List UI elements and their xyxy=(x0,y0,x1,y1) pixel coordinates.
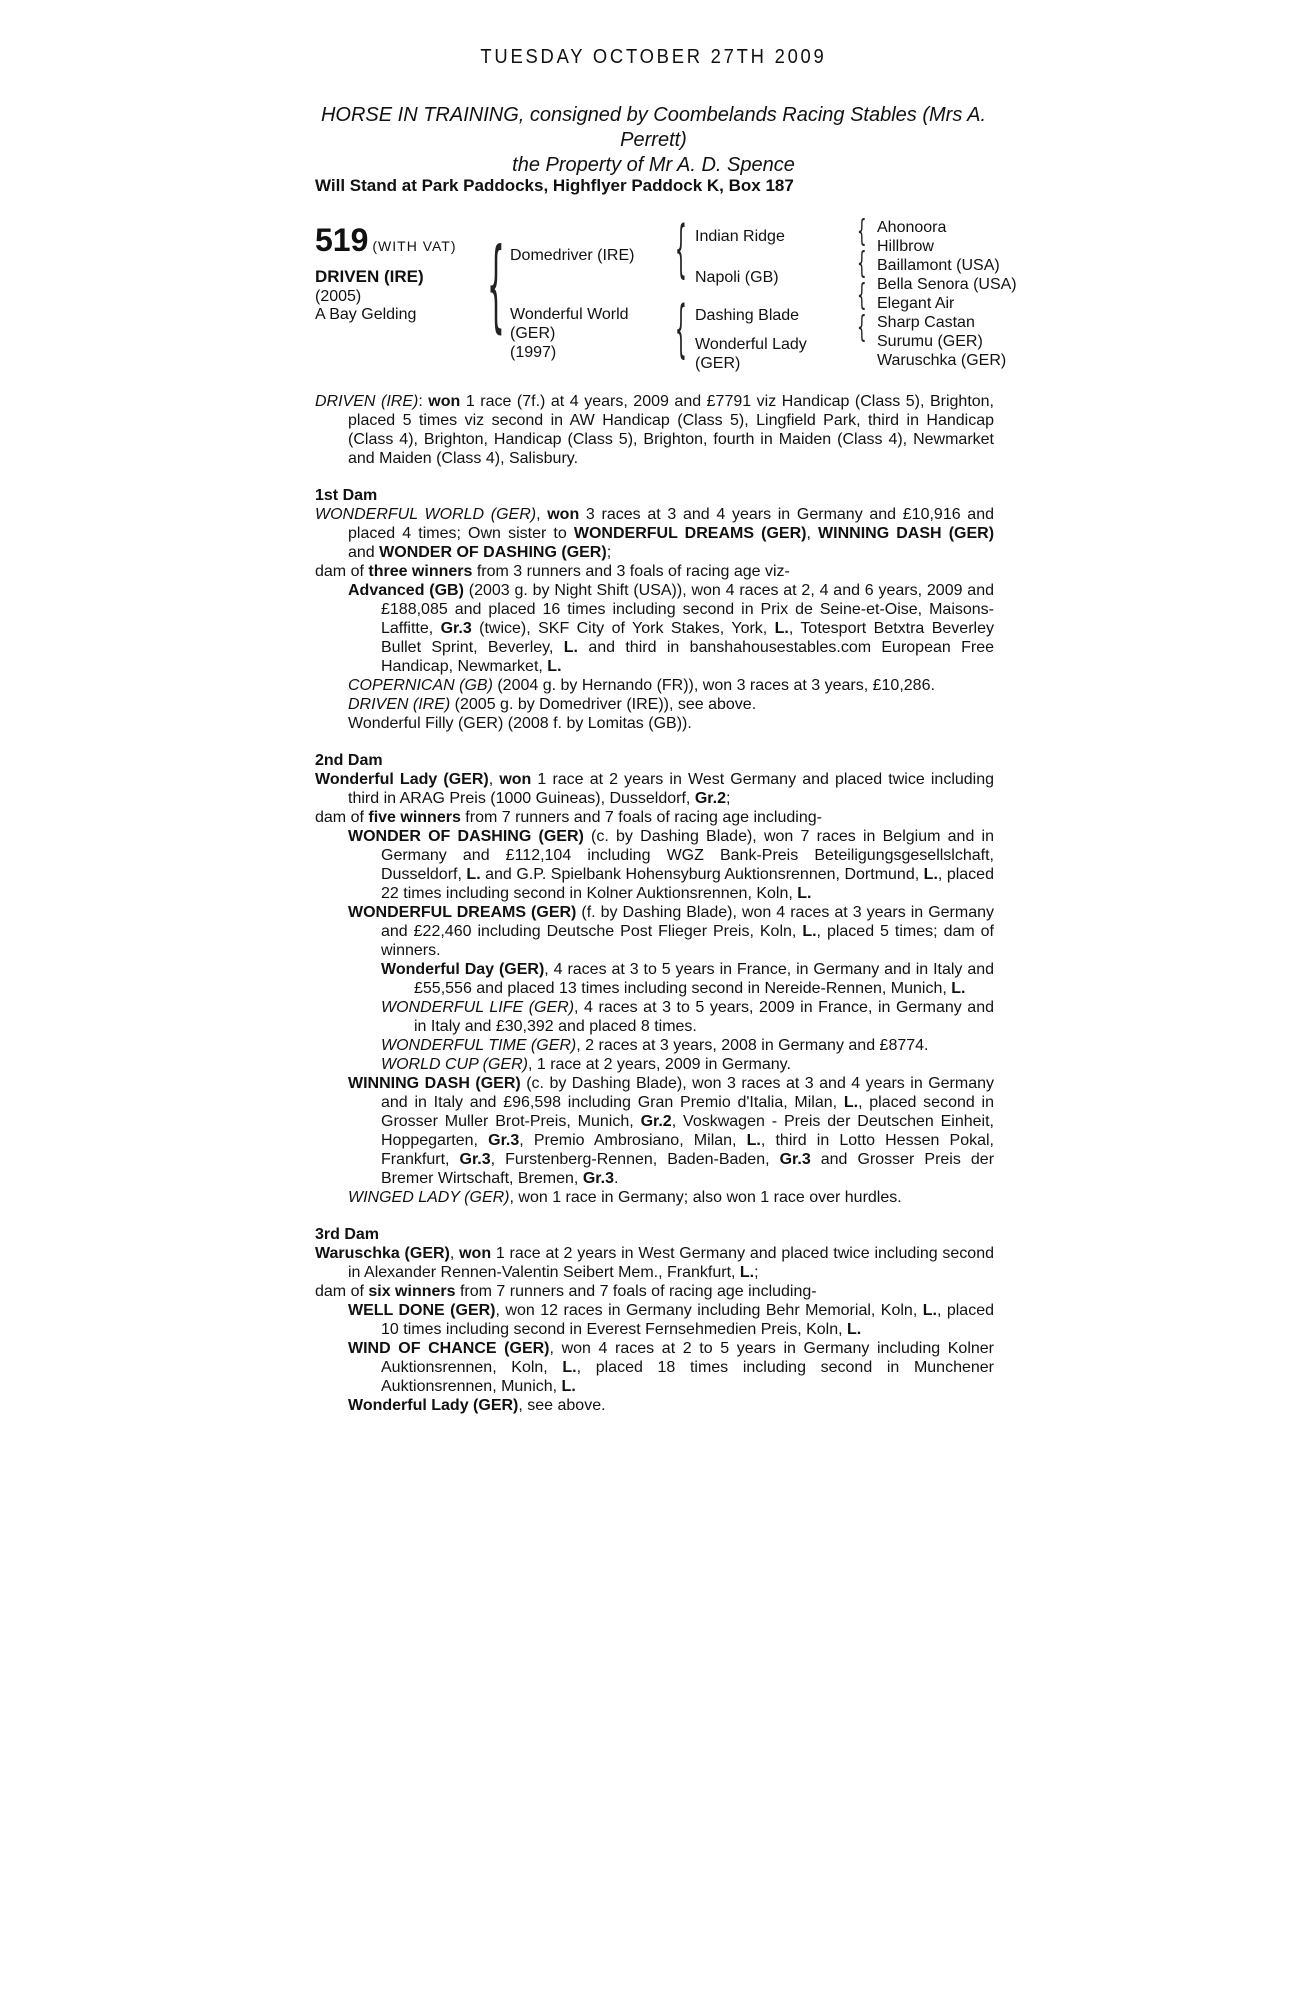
listed-marker: L. xyxy=(563,639,578,656)
dam3-produce-2 xyxy=(348,1339,994,1396)
produce-text: , 2 races at 3 years, 2008 in Germany and £8774. xyxy=(576,1037,929,1054)
dam2-damof-rest: from 7 runners and 7 foals of racing age including- xyxy=(460,809,822,826)
listed-marker: L. xyxy=(802,923,817,940)
pedigree-dam-dam-name: Wonderful Lady xyxy=(695,336,807,353)
dam3-record: Waruschka (GER), won 1 race at 2 years in West Germany and placed twice including second in Alexander Rennen-Valentin Seibert Mem., Frankfurt, L.; xyxy=(315,1245,994,1281)
pedigree-sire: Domedriver (IRE) xyxy=(510,247,635,264)
produce-name: WINNING DASH (GER) xyxy=(348,1075,521,1092)
record-horse-name: DRIVEN (IRE) xyxy=(315,393,419,410)
produce-text: , 4 races at 3 to 5 years, 2009 in France, in Germany and in Italy and £30,392 and placed 8 times. xyxy=(414,999,995,1035)
listed-marker: L. xyxy=(922,1302,937,1319)
dam1-produce-summary xyxy=(315,562,994,581)
produce-name: WORLD CUP (GER) xyxy=(381,1056,528,1073)
dam1-won: won xyxy=(547,506,580,523)
listed-marker: L. xyxy=(561,1378,576,1395)
produce-name: DRIVEN (IRE) xyxy=(348,696,451,713)
dam3-damof-rest: from 7 runners and 7 foals of racing age including- xyxy=(455,1283,817,1300)
dam3-won: won xyxy=(459,1245,492,1262)
produce-name: WONDERFUL DREAMS (GER) xyxy=(348,904,577,921)
horse-year: (2005) xyxy=(315,288,362,305)
dam1-record: WONDERFUL WORLD (GER), won 3 races at 3 and 4 years in Germany and £10,916 and placed 4 times; Own sister to WONDERFUL DREAMS (GER), WINNING DASH (GER) and WONDER OF DASHING (GER); xyxy=(315,506,995,561)
pedigree-dam-dam xyxy=(695,335,807,373)
produce-text: , Furstenberg-Rennen, Baden-Baden, xyxy=(490,1151,780,1168)
dam2-name: Wonderful Lady (GER) xyxy=(315,771,489,788)
produce-text: , won 4 races at 2 to 5 years in Germany including Kolner Auktionsrennen, Koln, xyxy=(381,1340,994,1376)
dam1-produce-3 xyxy=(348,695,994,714)
dam2-won: won xyxy=(499,771,532,788)
pedigree-dam-year: (1997) xyxy=(510,344,557,361)
produce-text: , placed 18 times including second in Munchener Auktionsrennen, Munich, xyxy=(381,1359,995,1395)
produce-text: (2004 g. by Hernando (FR)), won 3 races at 3 years, £10,286. xyxy=(492,677,935,694)
grade-marker: Gr.2 xyxy=(694,790,726,807)
produce-text: , see above. xyxy=(518,1397,606,1414)
pedigree-dam-name: Wonderful World xyxy=(510,306,629,323)
pedigree-sire-sire: Indian Ridge xyxy=(695,228,785,245)
listed-marker: L. xyxy=(562,1359,577,1376)
dam3-damof: dam of xyxy=(315,1283,369,1300)
produce-name: Wonderful Lady (GER) xyxy=(348,1397,519,1414)
listed-marker: L. xyxy=(923,866,938,883)
race-record-paragraph: DRIVEN (IRE): won 1 race (7f.) at 4 years, 2009 and £7791 viz Handicap (Class 5), Brighton, placed 5 times viz second in AW Handicap (Class 5), Lingfield Park, third in Handicap (Class 4), Brighton, Handicap (Class 5), Brighton, fourth in Maiden (Class 4), Newmarket and Maiden (Class 4), Salisbury. xyxy=(315,393,994,467)
produce-text: , Premio Ambrosiano, Milan, xyxy=(519,1132,747,1149)
race-record xyxy=(315,392,994,468)
dam2-grandproduce-4 xyxy=(381,1055,994,1074)
produce-name: WONDERFUL LIFE (GER) xyxy=(381,999,575,1016)
pedigree-ddd: Waruschka (GER) xyxy=(877,352,1007,369)
pedigree-sire-dam: Napoli (GB) xyxy=(695,269,779,286)
consignment-line: HORSE IN TRAINING, consigned by Coombelands Racing Stables (Mrs A. Perrett) xyxy=(320,104,987,151)
grade-marker: Gr.3 xyxy=(459,1151,491,1168)
dam1-produce-2 xyxy=(348,676,994,695)
produce-name: WINGED LADY (GER) xyxy=(348,1189,510,1206)
produce-text: (2003 g. by Night Shift (USA)), won 4 races at 2, 4 and 6 years, 2009 and £188,085 and placed 16 times including second in Prix de Seine-et-Oise, Maisons-Laffitte, xyxy=(381,582,994,637)
produce-text: and third in banshahousestables.com European Free Handicap, Newmarket, xyxy=(381,639,995,675)
listed-marker: L. xyxy=(843,1094,859,1111)
grade-marker: Gr.3 xyxy=(582,1170,614,1187)
dam2-produce-2 xyxy=(348,903,994,960)
produce-text: and Grosser Preis der Bremer Wirtschaft, Bremen, xyxy=(381,1151,995,1187)
dam2-heading: 2nd Dam xyxy=(315,752,383,769)
produce-text: (f. by Dashing Blade), won 4 races at 3 years in Germany and £22,460 including Deutsche Post Flieger Preis, Koln, xyxy=(381,904,995,940)
pedigree-brace-sire: { xyxy=(675,212,687,285)
dam2-produce-summary xyxy=(315,808,994,827)
listed-marker: L. xyxy=(547,658,562,675)
produce-name: WIND OF CHANCE (GER) xyxy=(348,1340,550,1357)
produce-text: , won 1 race in Germany; also won 1 race over hurdles. xyxy=(509,1189,902,1206)
dam1-winners: three winners xyxy=(368,563,473,580)
produce-text: , Voskwagen - Preis der Deutschen Einheit, Hoppegarten, xyxy=(381,1113,994,1149)
dam1-sibling-3: WONDER OF DASHING (GER) xyxy=(379,544,607,561)
pedigree-dam-sire: Dashing Blade xyxy=(695,307,800,324)
grade-marker: Gr.2 xyxy=(640,1113,672,1130)
listed-marker: L. xyxy=(774,620,789,637)
dam2-produce-3: WINNING DASH (GER) (c. by Dashing Blade), won 3 races at 3 and 4 years in Germany and in Italy and £96,598 including Gran Premio d'Italia, Milan, L., placed second in Grosser Muller Brot-Preis, Munich, Gr.2, Voskwagen - Preis der Deutschen Einheit, Hoppegarten, Gr.3, Premio Ambrosiano, Milan, L., third in Lotto Hessen Pokal, Frankfurt, Gr.3, Furstenberg-Rennen, Baden-Baden, Gr.3 and Grosser Preis der Bremer Wirtschaft, Bremen, Gr.3. xyxy=(348,1075,995,1187)
dam1-damof: dam of xyxy=(315,563,369,580)
pedigree-brace-gen3: { { { { xyxy=(857,214,867,345)
sale-date: TUESDAY OCTOBER 27TH 2009 xyxy=(480,46,827,68)
listed-marker: L. xyxy=(847,1321,862,1338)
produce-name: COPERNICAN (GB) xyxy=(348,677,493,694)
pedigree-sds: Baillamont (USA) xyxy=(877,257,1000,274)
dam2-semicolon: ; xyxy=(725,790,731,807)
produce-text: , placed 10 times including second in Everest Fernsehmedien Preis, Koln, xyxy=(381,1302,995,1338)
dam2-grandproduce-2 xyxy=(381,998,994,1036)
dam2-produce-1 xyxy=(348,827,994,903)
dam2-record: Wonderful Lady (GER), won 1 race at 2 years in West Germany and placed twice including third in ARAG Preis (1000 Guineas), Dusseldorf, Gr.2; xyxy=(315,771,995,807)
produce-text: (2005 g. by Domedriver (IRE)), see above. xyxy=(450,696,757,713)
produce-text: , 1 race at 2 years, 2009 in Germany. xyxy=(527,1056,791,1073)
dam-section xyxy=(315,486,994,1415)
horse-name: DRIVEN (IRE) xyxy=(315,267,424,286)
dam1-and: and xyxy=(348,544,380,561)
dam2-produce-4 xyxy=(348,1188,994,1207)
pedigree-gen3 xyxy=(877,218,1017,370)
pedigree-dam-origin: (GER) xyxy=(510,325,556,342)
dam1-text: 3 races at 3 and 4 years in Germany and £10,916 and placed 4 times; Own sister to xyxy=(348,506,995,542)
produce-text: , placed second in Grosser Muller Brot-Preis, Munich, xyxy=(381,1094,994,1130)
dam1-sibling-1: WONDERFUL DREAMS (GER) xyxy=(573,525,807,542)
dam3-text: 1 race at 2 years in West Germany and placed twice including second in Alexander Rennen-Valentin Seibert Mem., Frankfurt, xyxy=(348,1245,994,1281)
listed-marker: L. xyxy=(739,1264,755,1281)
produce-text: (c. by Dashing Blade), won 3 races at 3 and 4 years in Germany and in Italy and £96,598 including Gran Premio d'Italia, Milan, xyxy=(381,1075,995,1111)
grade-marker: Gr.3 xyxy=(488,1132,520,1149)
dam3-produce-summary xyxy=(315,1282,994,1301)
pedigree-dss: Elegant Air xyxy=(877,295,955,312)
produce-text: , won 12 races in Germany including Behr Memorial, Koln, xyxy=(495,1302,923,1319)
dam2-damof: dam of xyxy=(315,809,369,826)
dam2-winners: five winners xyxy=(368,809,461,826)
lot-heading xyxy=(315,222,457,259)
produce-name: Advanced (GB) xyxy=(348,582,464,599)
listed-marker: L. xyxy=(797,885,812,902)
dam1-damof-rest: from 3 runners and 3 foals of racing age viz- xyxy=(472,563,790,580)
produce-name: WONDERFUL TIME (GER) xyxy=(381,1037,577,1054)
produce-text: Wonderful Filly (GER) (2008 f. by Lomitas (GB)). xyxy=(348,715,692,732)
record-text: 1 race (7f.) at 4 years, 2009 and £7791 viz Handicap (Class 5), Brighton, placed 5 times viz second in AW Handicap (Class 5), Lingfield Park, third in Handicap (Class 4), Brighton, Handicap (Class 5), Brighton, fourth in Maiden (Class 4), Newmarket and Maiden (Class 4), Salisbury. xyxy=(348,393,994,467)
dam1-produce-4 xyxy=(348,714,994,733)
pedigree-ssd: Hillbrow xyxy=(877,238,934,255)
produce-text: , Totesport Betxtra Beverley Bullet Sprint, Beverley, xyxy=(381,620,994,656)
dam3-heading: 3rd Dam xyxy=(315,1226,380,1243)
pedigree-brace-gen1: { xyxy=(487,226,505,343)
dam2-grandproduce-1 xyxy=(381,960,994,998)
dam1-sibling-2: WINNING DASH (GER) xyxy=(818,525,995,542)
pedigree-sss: Ahonoora xyxy=(877,219,947,236)
dam1-heading: 1st Dam xyxy=(315,487,378,504)
dam1-name: WONDERFUL WORLD (GER) xyxy=(315,506,537,523)
dam2-grandproduce-3 xyxy=(381,1036,994,1055)
dam1-produce-1 xyxy=(348,581,994,676)
produce-name: WONDER OF DASHING (GER) xyxy=(348,828,584,845)
listed-marker: L. xyxy=(746,1132,761,1149)
dam3-produce-1 xyxy=(348,1301,994,1339)
dam1-semicolon: ; xyxy=(606,544,612,561)
property-line: the Property of Mr A. D. Spence xyxy=(512,154,795,176)
dam3-name: Waruschka (GER) xyxy=(315,1245,450,1262)
grade-marker: Gr.3 xyxy=(440,620,472,637)
produce-text: and G.P. Spielbank Hohensyburg Auktionsrennen, Dortmund, xyxy=(480,866,924,883)
dam3-winners: six winners xyxy=(368,1283,456,1300)
pedigree-sdd: Bella Senora (USA) xyxy=(877,276,1017,293)
pedigree-brace-dam: { xyxy=(675,292,687,365)
pedigree-dam-dam-origin: (GER) xyxy=(695,355,741,372)
produce-text: (c. by Dashing Blade), won 7 races in Belgium and in Germany and £112,104 including WGZ Bank-Preis Beteiligungsgesellslchaft, Dusseldorf, xyxy=(381,828,995,883)
produce-name: WELL DONE (GER) xyxy=(348,1302,496,1319)
standing-location: Will Stand at Park Paddocks, Highflyer Paddock K, Box 187 xyxy=(315,176,794,195)
vat-note: (WITH VAT) xyxy=(372,238,457,254)
dam2-text: 1 race at 2 years in West Germany and placed twice including third in ARAG Preis (1000 Guineas), Dusseldorf, xyxy=(348,771,995,807)
dam3-produce-3 xyxy=(348,1396,994,1415)
produce-text: , placed 22 times including second in Kolner Auktionsrennen, Koln, xyxy=(381,866,994,902)
produce-text: , placed 5 times; dam of winners. xyxy=(381,923,994,959)
pedigree-dsd: Sharp Castan xyxy=(877,314,975,331)
grade-marker: Gr.3 xyxy=(779,1151,811,1168)
pedigree-dam xyxy=(510,305,629,362)
pedigree-dds: Surumu (GER) xyxy=(877,333,983,350)
listed-marker: L. xyxy=(951,980,966,997)
produce-name: Wonderful Day (GER) xyxy=(381,961,545,978)
produce-text: (twice), SKF City of York Stakes, York, xyxy=(471,620,775,637)
lot-number: 519 xyxy=(315,222,369,258)
record-won: won xyxy=(428,393,461,410)
dam3-semicolon: ; xyxy=(754,1264,759,1281)
horse-description: A Bay Gelding xyxy=(315,306,417,323)
produce-text: , third in Lotto Hessen Pokal, Frankfurt, xyxy=(381,1132,995,1168)
produce-text: , 4 races at 3 to 5 years in France, in Germany and in Italy and £55,556 and placed 13 times including second in Nereide-Rennen, Munich, xyxy=(414,961,995,997)
listed-marker: L. xyxy=(466,866,481,883)
